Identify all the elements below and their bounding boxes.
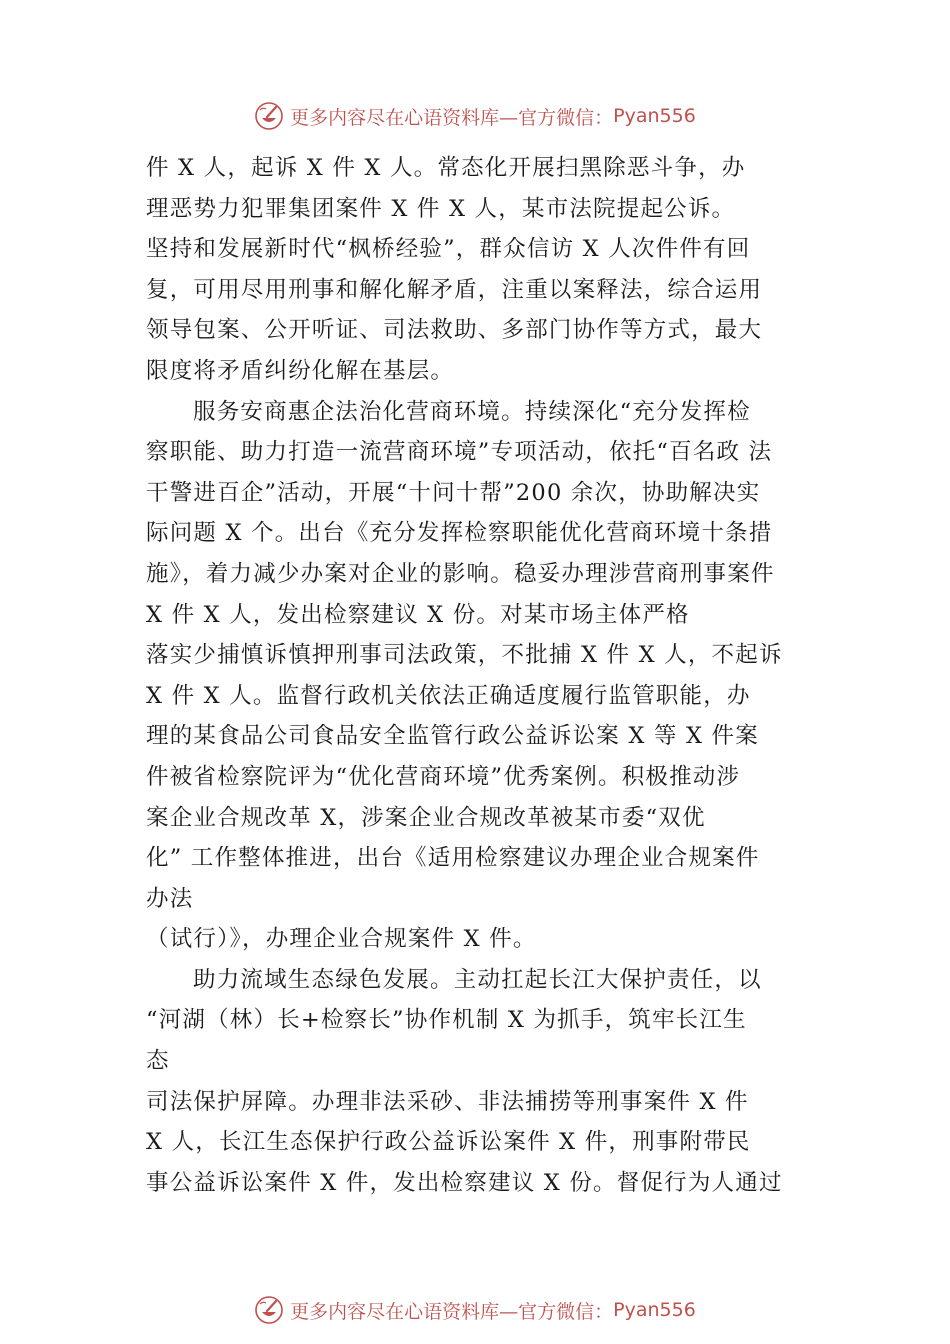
text-line: 事公益诉讼案件 X 件，发出检察建议 X 份。督促行为人通过 [146,1169,783,1196]
text-line: X 件 X 人。监督行政机关依法正确适度履行监管职能，办 [146,682,751,709]
text-line: 落实少捕慎诉慎押刑事司法政策，不批捕 X 件 X 人，不起诉 [146,642,783,669]
text-line: X 人，长江生态保护行政公益诉讼案件 X 件，刑事附带民 [146,1129,751,1156]
text-line: 复，可用尽用刑事和解化解矛盾，注重以案释法，综合运用 [146,276,763,303]
text-line: 干警进百企”活动，开展“十问十帮”200 余次，协助解决实 [146,479,761,506]
text-line: 际问题 X 个。出台《充分发挥检察职能优化营商环境十条措 [146,520,773,547]
text-line: 件 X 人，起诉 X 件 X 人。常态化开展扫黑除恶斗争，办 [146,155,746,181]
header-banner [0,96,950,136]
text-line: 理的某食品公司食品安全监管行政公益诉讼案 X 等 X 件案 [146,723,759,750]
text-line: X 件 X 人，发出检察建议 X 份。对某市场主体严格 [146,601,690,628]
mortar-pestle-logo-icon [254,1295,284,1325]
text-line: 施》，着力减少办案对企业的影响。稳妥办理涉营商刑事案件 [146,560,775,587]
banner-wechat-id: Pyan556 [613,105,696,127]
text-line: 坚持和发展新时代“枫桥经验”，群众信访 X 人次件件有回 [146,236,751,263]
text-line: 司法保护屏障。办理非法采砂、非法捕捞等刑事案件 X 件 [146,1088,749,1115]
text-line: 限度将矛盾纠纷化解在基层。 [146,357,455,384]
banner-site-text: 更多内容尽在心语资料库—官方微信： [290,106,614,129]
text-line: 化” 工作整体推进，出台《适用检察建议办理企业合规案件 [146,845,760,872]
text-line: 件被省检察院评为“优化营商环境”优秀案例。积极推动涉 [146,763,741,790]
text-line: 态 [146,1048,170,1075]
banner-wechat-id: Pyan556 [613,1299,696,1321]
text-line: 领导包案、公开听证、司法救助、多部门协作等方式，最大 [146,317,763,344]
banner-site-text: 更多内容尽在心语资料库—官方微信： [290,1300,614,1323]
text-line: 理恶势力犯罪集团案件 X 件 X 人，某市法院提起公诉。 [146,195,736,222]
footer-banner [0,1290,950,1330]
text-line: “河湖（林）长+检察长”协作机制 X 为抓手，筑牢长江生 [146,1007,747,1034]
text-line: 察职能、助力打造一流营商环境”专项活动，依托“百名政 法 [146,439,773,466]
paragraph-start-line: 服务安商惠企法治化营商环境。持续深化“充分发挥检 [193,398,751,425]
text-line: 办法 [146,885,194,912]
text-line: （试行）》，办理企业合规案件 X 件。 [146,926,537,953]
text-line: 案企业合规改革 X，涉案企业合规改革被某市委“双优 [146,804,706,831]
mortar-pestle-logo-icon [254,101,284,131]
paragraph-start-line: 助力流域生态绿色发展。主动扛起长江大保护责任，以 [193,966,762,993]
document-body [146,148,836,1203]
